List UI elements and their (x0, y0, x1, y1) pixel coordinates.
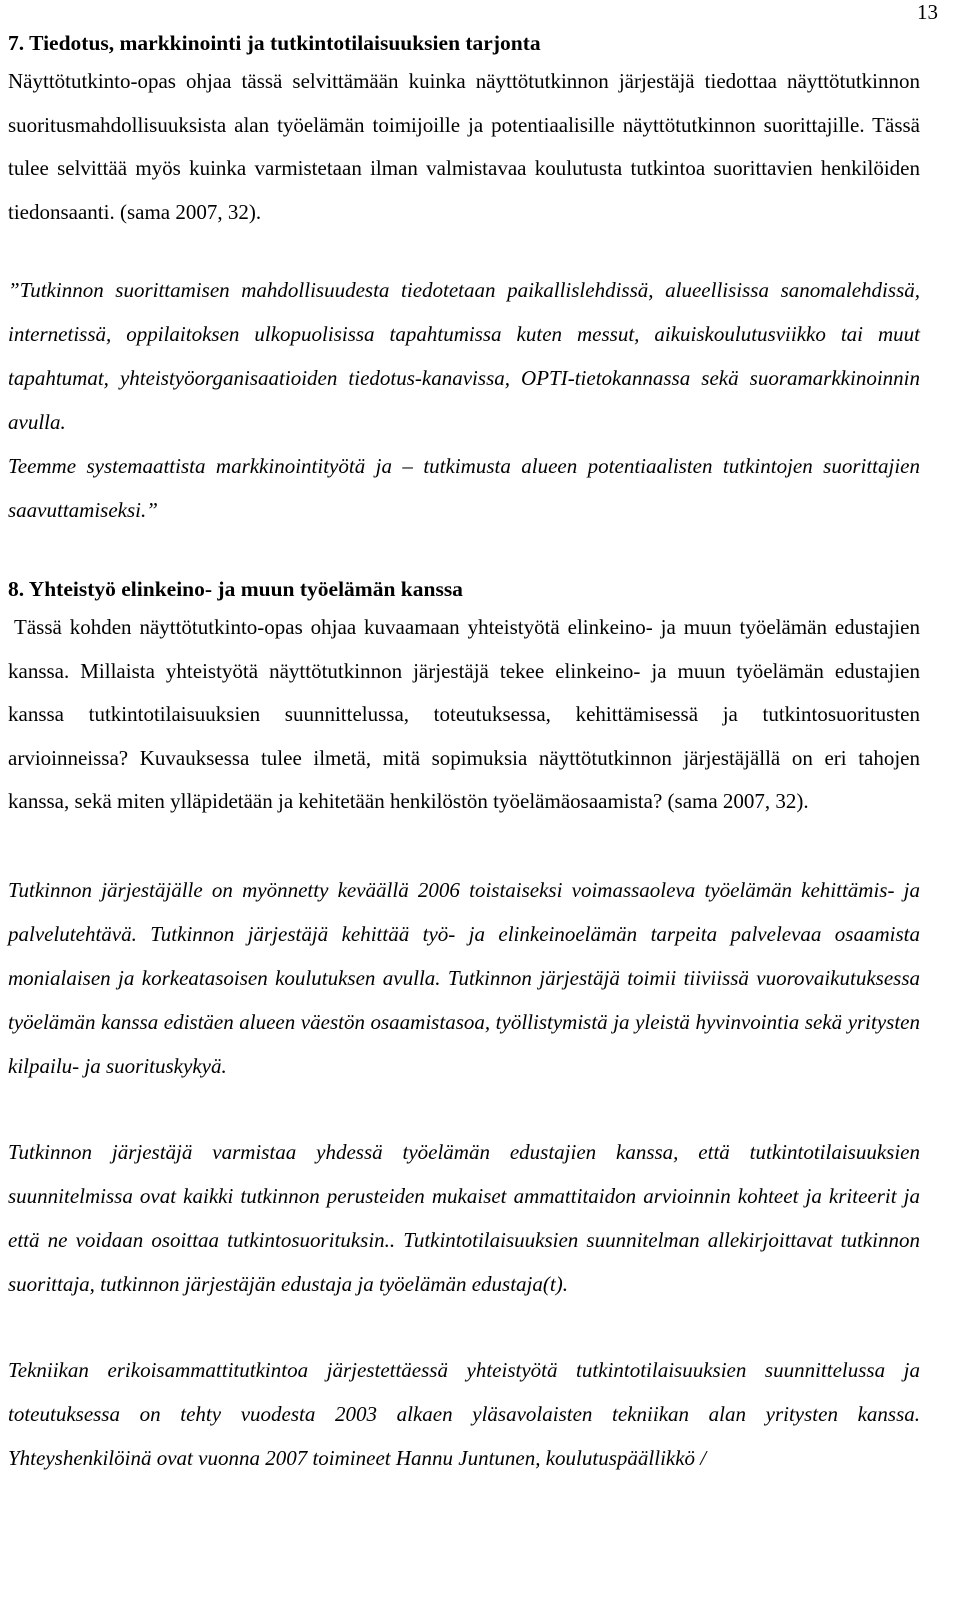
section-8-heading: 8. Yhteistyö elinkeino- ja muun työelämän kanssa (8, 577, 463, 601)
italic-paragraph-2: Tutkinnon järjestäjä varmistaa yhdessä työelämän edustajien kanssa, että tutkintotilaisuuksien suunnitelmissa ovat kaikki tutkinnon perusteiden mukaiset ammattitaidon arvioinnin kohteet ja kriteerit ja että ne voidaan osoittaa tutkintosuorituksin.. Tutkintotilaisuuksien suunnitelman allekirjoittavat tutkinnon suorittaja, tutkinnon järjestäjän edustaja ja työelämän edustaja(t). (8, 1139, 920, 1296)
section-8-paragraph: Tässä kohden näyttötutkinto-opas ohjaa kuvaamaan yhteistyötä elinkeino- ja muun työelämän edustajien kanssa. Millaista yhteistyötä näyttötutkinnon järjestäjä tekee elinkeino- ja muun työelämän edustajien kanssa tutkintotilaisuuksien suunnittelussa, toteutuksessa, kehittämisessä ja tutkintosuoritusten arvioinneissa? Kuvauksessa tulee ilmetä, mitä sopimuksia näyttötutkinnon järjestäjällä on eri tahojen kanssa, sekä miten ylläpidetään ja kehitetään henkilöstön työelämäosaamista? (sama 2007, 32). (8, 615, 920, 813)
quote-paragraph-2: Teemme systemaattista markkinointityötä ja – tutkimusta alueen potentiaalisten tutkintojen suorittajien saavuttamiseksi.” (8, 454, 920, 522)
italic-paragraph-1: Tutkinnon järjestäjälle on myönnetty keväällä 2006 toistaiseksi voimassaoleva työelämän kehittämis- ja palvelutehtävä. Tutkinnon järjestäjä kehittää työ- ja elinkeinoelämän tarpeita palvelevaa osaamista monialaisen ja korkeatasoisen koulutuksen avulla. Tutkinnon järjestäjä toimii tiiviissä vuorovaikutuksessa työelämän kanssa edistäen alueen väestön osaamistasoa, työllistymistä ja yleistä hyvinvointia sekä yritysten kilpailu- ja suorituskykyä. (8, 877, 920, 1078)
italic-paragraph-3: Tekniikan erikoisammattitutkintoa järjestettäessä yhteistyötä tutkintotilaisuuksien suunnittelussa ja toteutuksessa on tehty vuodesta 2003 alkaen yläsavolaisten tekniikan alan yritysten kanssa. Yhteyshenkilöinä ovat vuonna 2007 toimineet Hannu Juntunen, koulutuspäällikkö / (8, 1357, 920, 1470)
quote-block (8, 268, 920, 532)
section-7-paragraph: Näyttötutkinto-opas ohjaa tässä selvittämään kuinka näyttötutkinnon järjestäjä tiedottaa näyttötutkinnon suoritusmahdollisuuksista alan työelämän toimijoille ja potentiaalisille näyttötutkinnon suorittajille. Tässä tulee selvittää myös kuinka varmistetaan ilman valmistavaa koulutusta tutkintoa suorittavien henkilöiden tiedonsaanti. (sama 2007, 32). (8, 69, 920, 224)
section-7-heading: 7. Tiedotus, markkinointi ja tutkintotilaisuuksien tarjonta (8, 31, 541, 55)
page-number: 13 (917, 0, 938, 24)
document-body (8, 28, 920, 1480)
quote-paragraph-1: ”Tutkinnon suorittamisen mahdollisuudesta tiedotetaan paikallislehdissä, alueellisissa sanomalehdissä, internetissä, oppilaitoksen ulkopuolisissa tapahtumissa kuten messut, aikuiskoulutusviikko tai muut tapahtumat, yhteistyöorganisaatioiden tiedotus-kanavissa, OPTI-tietokannassa sekä suoramarkkinoinnin avulla. (8, 278, 920, 434)
